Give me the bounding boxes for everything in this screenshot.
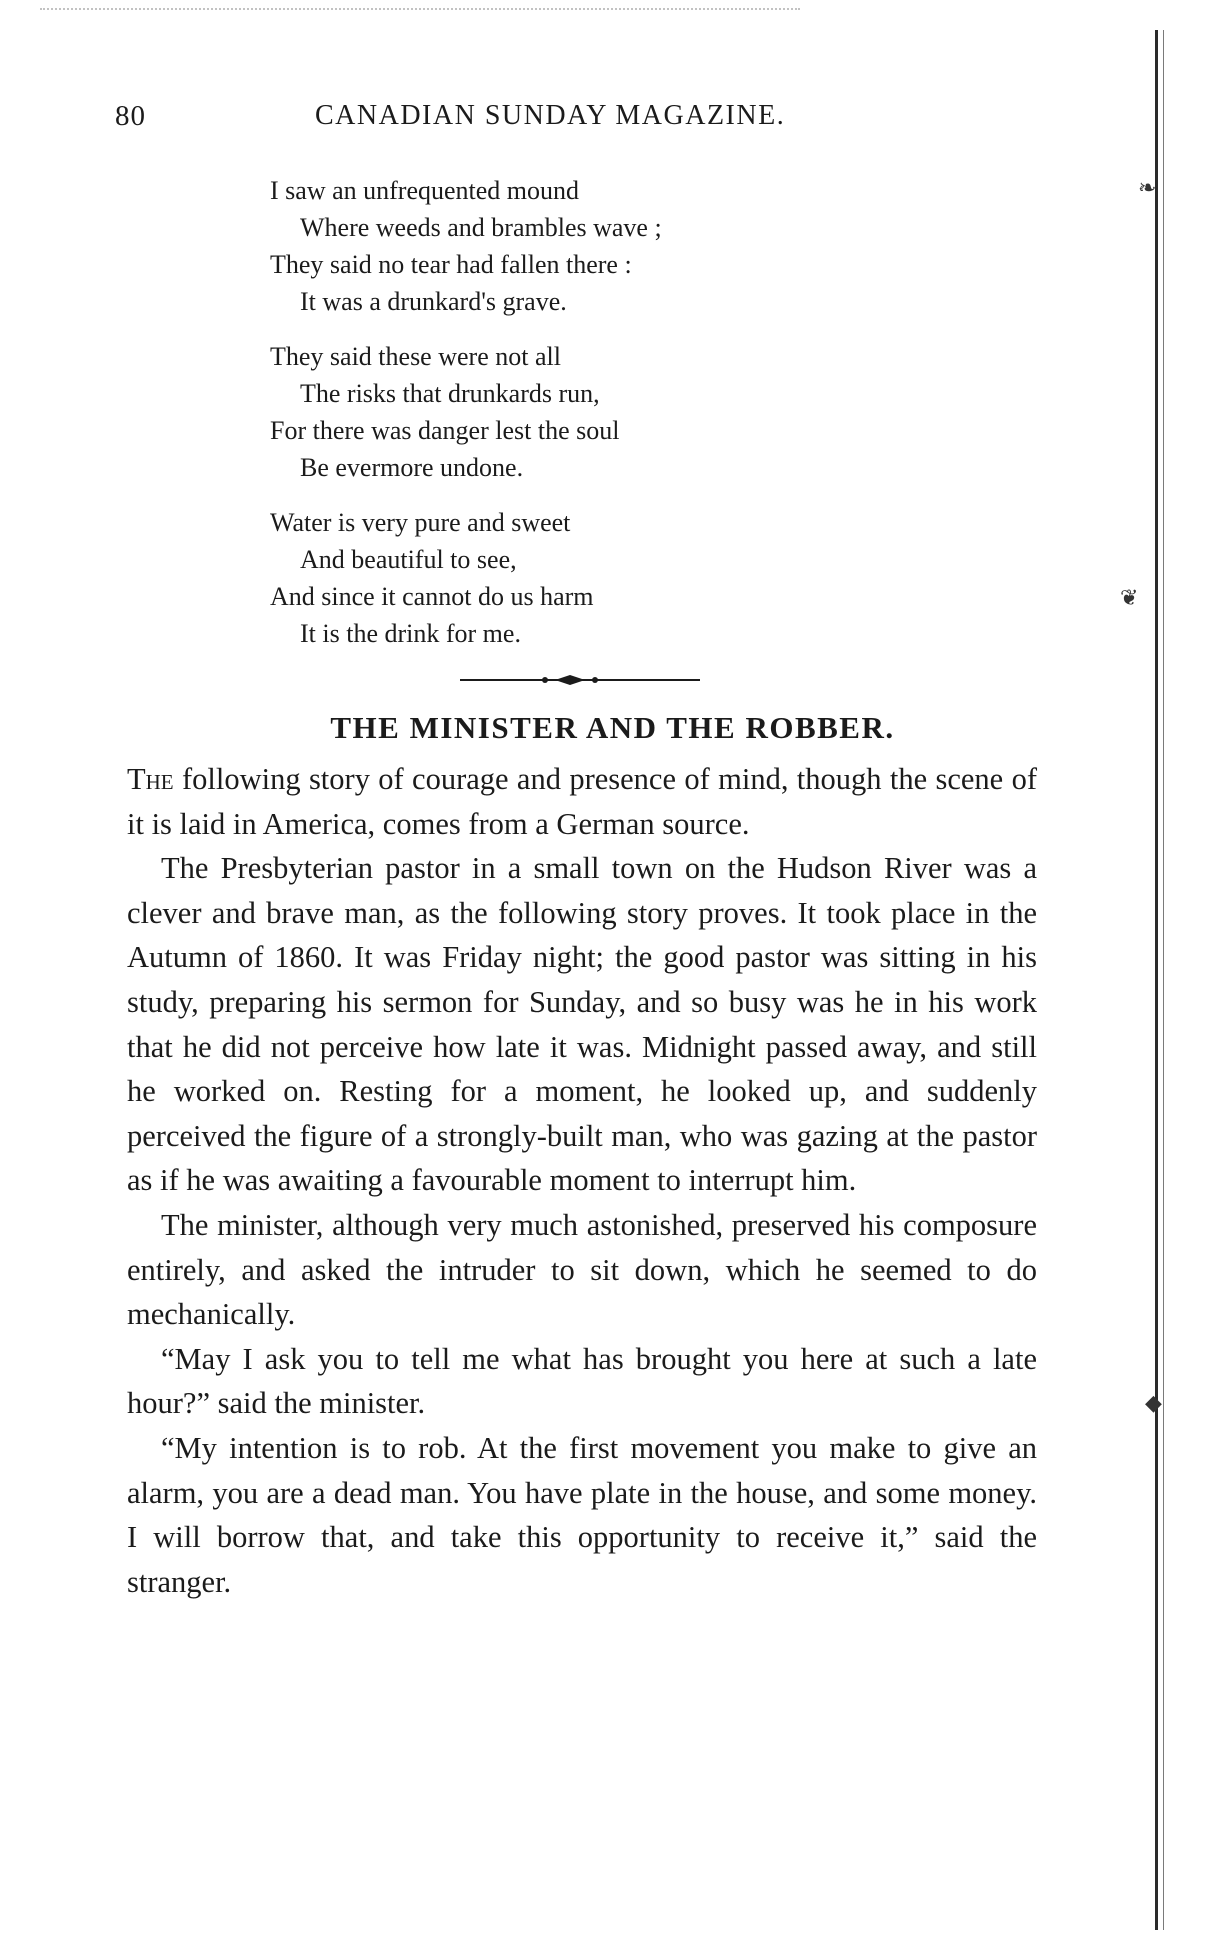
paragraph: “May I ask you to tell me what has brought you here at such a late hour?” said the minister. <box>127 1341 1037 1421</box>
poem-line: The risks that drunkards run, <box>300 379 600 408</box>
poem-line: It was a drunkard's grave. <box>300 287 567 316</box>
paragraph-text: following story of courage and presence of mind, though the scene of it is laid in America, comes from a German source. <box>127 762 1037 841</box>
paragraph <box>127 757 1037 846</box>
poem-line: And since it cannot do us harm <box>270 582 594 611</box>
binding-margin-line <box>1155 30 1158 1930</box>
poem-line: Be evermore undone. <box>300 453 524 482</box>
poem-line: It is the drink for me. <box>300 619 521 648</box>
binding-dot-icon: ◆ <box>1145 1390 1162 1415</box>
article-title <box>0 710 1225 746</box>
poem <box>270 172 870 670</box>
poem-stanza <box>270 504 870 652</box>
poem-line: Where weeds and brambles wave ; <box>300 213 662 242</box>
page-number: 80 <box>115 100 146 132</box>
binding-stitch-icon: ❦ <box>1120 585 1139 610</box>
scanned-top-edge <box>40 8 800 24</box>
binding-mark-icon: ❧ <box>1138 175 1157 200</box>
article-body <box>127 757 1037 1604</box>
page-header <box>115 100 855 140</box>
poem-line: And beautiful to see, <box>300 545 517 574</box>
poem-line: Water is very pure and sweet <box>270 508 571 537</box>
article-title-text: THE MINISTER AND THE ROBBER. <box>330 710 895 745</box>
running-head: CANADIAN SUNDAY MAGAZINE. <box>315 100 786 131</box>
paragraph: “My intention is to rob. At the first movement you make to give an alarm, you are a dead man. You have plate in the house, and some money. I will borrow that, and take this opportunity to receive it,” said the stranger. <box>127 1430 1037 1599</box>
poem-line: For there was danger lest the soul <box>270 416 620 445</box>
poem-line: I saw an unfrequented mound <box>270 176 580 205</box>
lead-word: The <box>127 762 174 796</box>
poem-stanza <box>270 338 870 486</box>
section-divider-ornament <box>460 672 700 688</box>
poem-stanza <box>270 172 870 320</box>
paragraph: The minister, although very much astonished, preserved his composure entirely, and asked the intruder to sit down, which he seemed to do mechanically. <box>127 1207 1037 1332</box>
poem-line: They said these were not all <box>270 342 561 371</box>
poem-line: They said no tear had fallen there : <box>270 250 632 279</box>
binding-margin-line-thin <box>1163 30 1164 1930</box>
paragraph: The Presbyterian pastor in a small town on the Hudson River was a clever and brave man, as the following story proves. It took place in the Autumn of 1860. It was Friday night; the good pastor was sitting in his study, preparing his sermon for Sunday, and so busy was he in his work that he did not perceive how late it was. Midnight passed away, and still he worked on. Resting for a moment, he looked up, and suddenly perceived the figure of a strongly-built man, who was gazing at the pastor as if he was awaiting a favourable moment to interrupt him. <box>127 851 1037 1198</box>
